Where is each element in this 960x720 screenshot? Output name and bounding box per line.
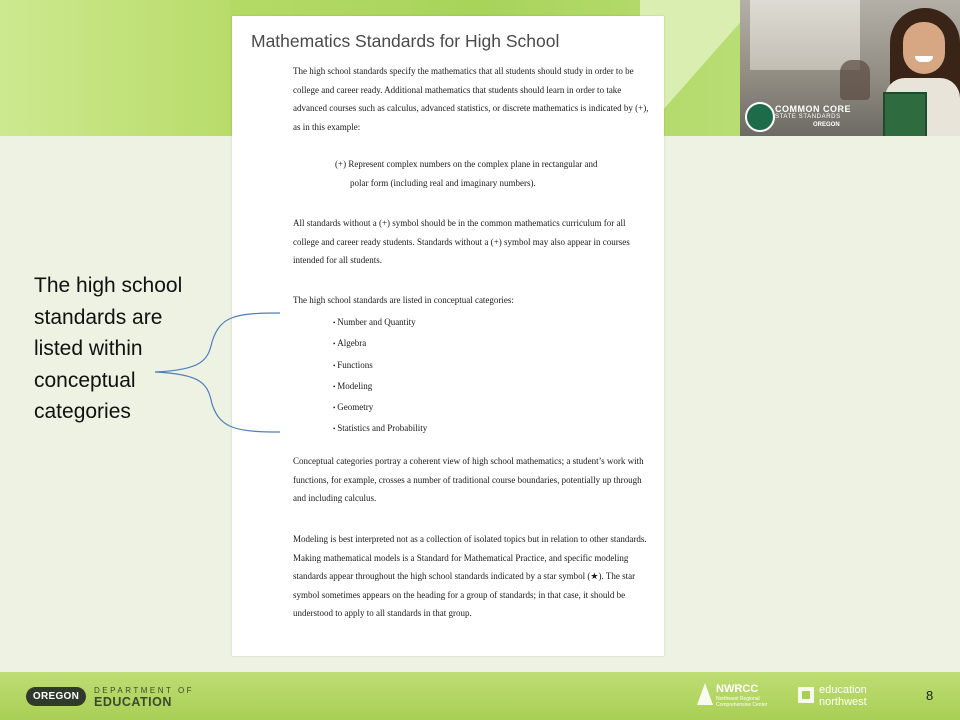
education-label: EDUCATION bbox=[94, 695, 172, 709]
common-core-logo-subtitle: STATE STANDARDS bbox=[775, 114, 841, 120]
standards-document bbox=[232, 16, 664, 656]
nwrcc-logo-name: NWRCC bbox=[716, 683, 759, 695]
curly-brace-icon bbox=[150, 312, 285, 434]
document-paragraph-categories-intro: The high school standards are listed in conceptual categories: bbox=[293, 295, 514, 305]
photo-window bbox=[750, 0, 860, 70]
photo-book bbox=[883, 92, 927, 136]
document-paragraph-modeling: Modeling is best interpreted not as a collection of isolated topics but in relation to other standards. Making mathematical models is a Standard for Mathematical Practice, and specific modeling standards appear throughout the high school standards indicated by a star symbol (★). The star symbol sometimes appears on the heading for a group of standards; in that case, it should be understood to apply to all standards in that group. bbox=[293, 534, 647, 618]
photo-student-face bbox=[903, 22, 945, 74]
callout-text: The high school standards are listed within conceptual categories bbox=[34, 274, 183, 423]
document-paragraph-conceptual-categories: Conceptual categories portray a coherent view of high school mathematics; a student’s work with functions, for example, crosses a number of traditional course boundaries, potentially up through and including calculus. bbox=[293, 456, 644, 503]
photo-background-person bbox=[840, 60, 870, 100]
conceptual-category-list bbox=[333, 312, 427, 440]
document-paragraph-intro: The high school standards specify the mathematics that all students should study in order to be college and career ready. Additional mathematics that students should learn in order to take advanced courses such as calculus, advanced statistics, or discrete mathematics is indicated by (+), as in this example: bbox=[293, 66, 649, 132]
category-item: • Functions bbox=[333, 355, 427, 376]
education-northwest-line-2: northwest bbox=[819, 696, 867, 708]
page-number: 8 bbox=[926, 688, 934, 703]
department-label: DEPARTMENT OF bbox=[94, 686, 195, 695]
category-item: • Modeling bbox=[333, 376, 427, 397]
nwrcc-logo-subtitle: Northwest Regional Comprehensive Center bbox=[716, 696, 768, 708]
category-item: • Geometry bbox=[333, 397, 427, 418]
common-core-logo-state: OREGON bbox=[813, 122, 840, 128]
common-core-logo-title: COMMON CORE bbox=[775, 104, 851, 114]
document-paragraph-plus-symbol: All standards without a (+) symbol should be in the common mathematics curriculum for all college and career ready students. Standards without a (+) symbol may also appear in courses intended for all students. bbox=[293, 218, 630, 265]
document-example-line-2: polar form (including real and imaginary numbers). bbox=[350, 178, 536, 188]
oregon-logo: OREGON bbox=[26, 687, 86, 706]
education-northwest-line-1: education bbox=[819, 684, 867, 696]
category-item: • Number and Quantity bbox=[333, 312, 427, 333]
category-item: • Statistics and Probability bbox=[333, 418, 427, 439]
header-left-panel bbox=[0, 0, 230, 136]
common-core-logo bbox=[745, 100, 865, 134]
category-item: • Algebra bbox=[333, 333, 427, 354]
education-northwest-icon bbox=[798, 687, 814, 703]
document-example-line-1: (+) Represent complex numbers on the complex plane in rectangular and bbox=[335, 159, 598, 169]
document-title: Mathematics Standards for High School bbox=[251, 31, 560, 51]
common-core-circle-icon bbox=[745, 102, 775, 132]
